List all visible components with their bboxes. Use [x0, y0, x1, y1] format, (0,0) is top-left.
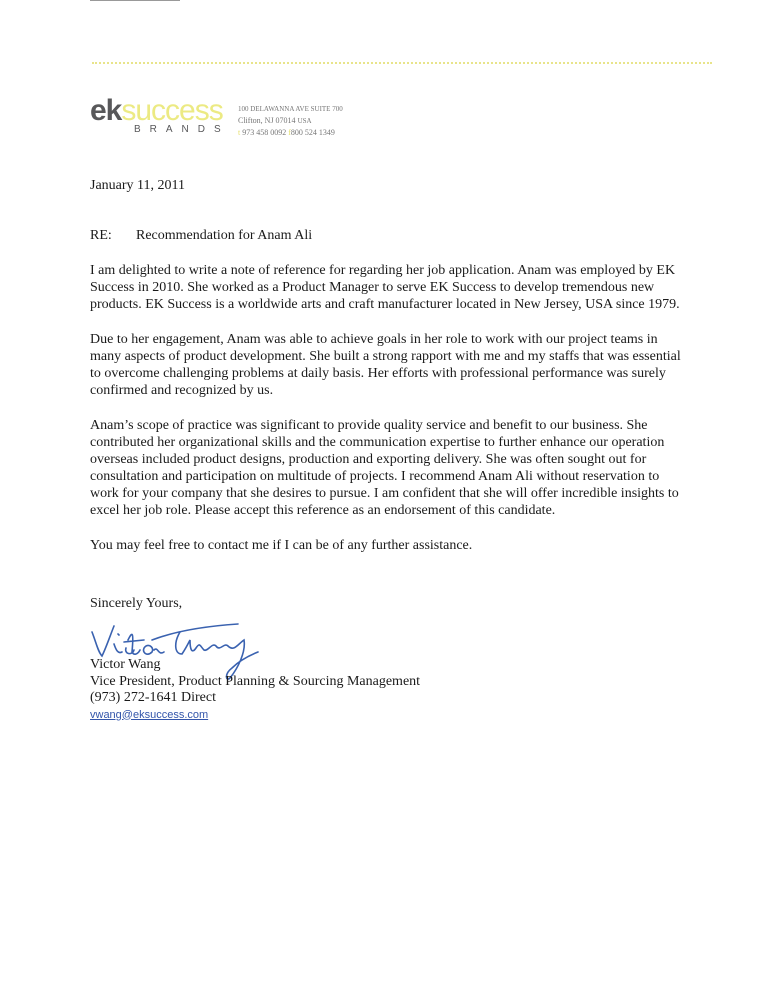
letterhead-dotted-rule [92, 62, 712, 64]
logo-ek: ek [90, 94, 122, 127]
logo-brands: BRANDS [134, 124, 230, 135]
eksuccess-logo [90, 96, 230, 135]
scan-edge-line [90, 0, 180, 1]
logo-success: success [121, 94, 223, 127]
phone-t: 973 458 0092 [242, 128, 287, 137]
letter-date: January 11, 2011 [90, 178, 185, 193]
paragraph: I am delighted to write a note of reference for regarding her job application. Anam was employed by EK Success in 2010. She worked as a Product Manager to serve EK Success to develop tremendous new products. EK Success is a worldwide arts and craft manufacturer located in New Jersey, USA since 1979. [90, 263, 680, 312]
signer-name: Victor Wang [90, 657, 161, 672]
signer-block [90, 657, 420, 723]
paragraph: You may feel free to contact me if I can be of any further assistance. [90, 538, 473, 553]
subject-line [90, 228, 312, 244]
signer-title: Vice President, Product Planning & Sourcing Management [90, 673, 421, 689]
letterhead-address [238, 103, 343, 139]
address-line2: Clifton, NJ 07014 [238, 116, 296, 125]
address-line1: 100 DELAWANNA AVE SUITE 700 [238, 105, 343, 113]
signer-email-link[interactable]: vwang@eksuccess.com [90, 708, 209, 721]
paragraph: Due to her engagement, Anam was able to achieve goals in her role to work with our project teams in many aspects of product development. She built a strong rapport with me and my staffs that was essential to overcome challenging problems at daily basis. Her efforts with professional performance was surely confirmed and recognized by us. [90, 332, 681, 398]
letter-body [90, 262, 686, 572]
re-text: Recommendation for Anam Ali [136, 228, 313, 243]
paragraph: Anam’s scope of practice was significant to provide quality service and benefit to our business. She contributed her organizational skills and the communication expertise to further enhance our operation overseas included product designs, production and exporting delivery. She was often sought out for consultation and participation on multitude of projects. I recommend Anam Ali without reservation to work for your company that she desires to pursue. I am confident that she will offer incredible insights to excel her job role. Please accept this reference as an endorsement of this candidate. [90, 418, 679, 518]
signer-phone: (973) 272-1641 Direct [90, 690, 216, 705]
phone-t-label: t [238, 128, 241, 137]
address-country: USA [297, 117, 312, 125]
closing: Sincerely Yours, [90, 596, 183, 611]
re-label: RE: [90, 228, 112, 243]
phone-f-label: f [288, 128, 291, 137]
phone-f: 800 524 1349 [290, 128, 335, 137]
